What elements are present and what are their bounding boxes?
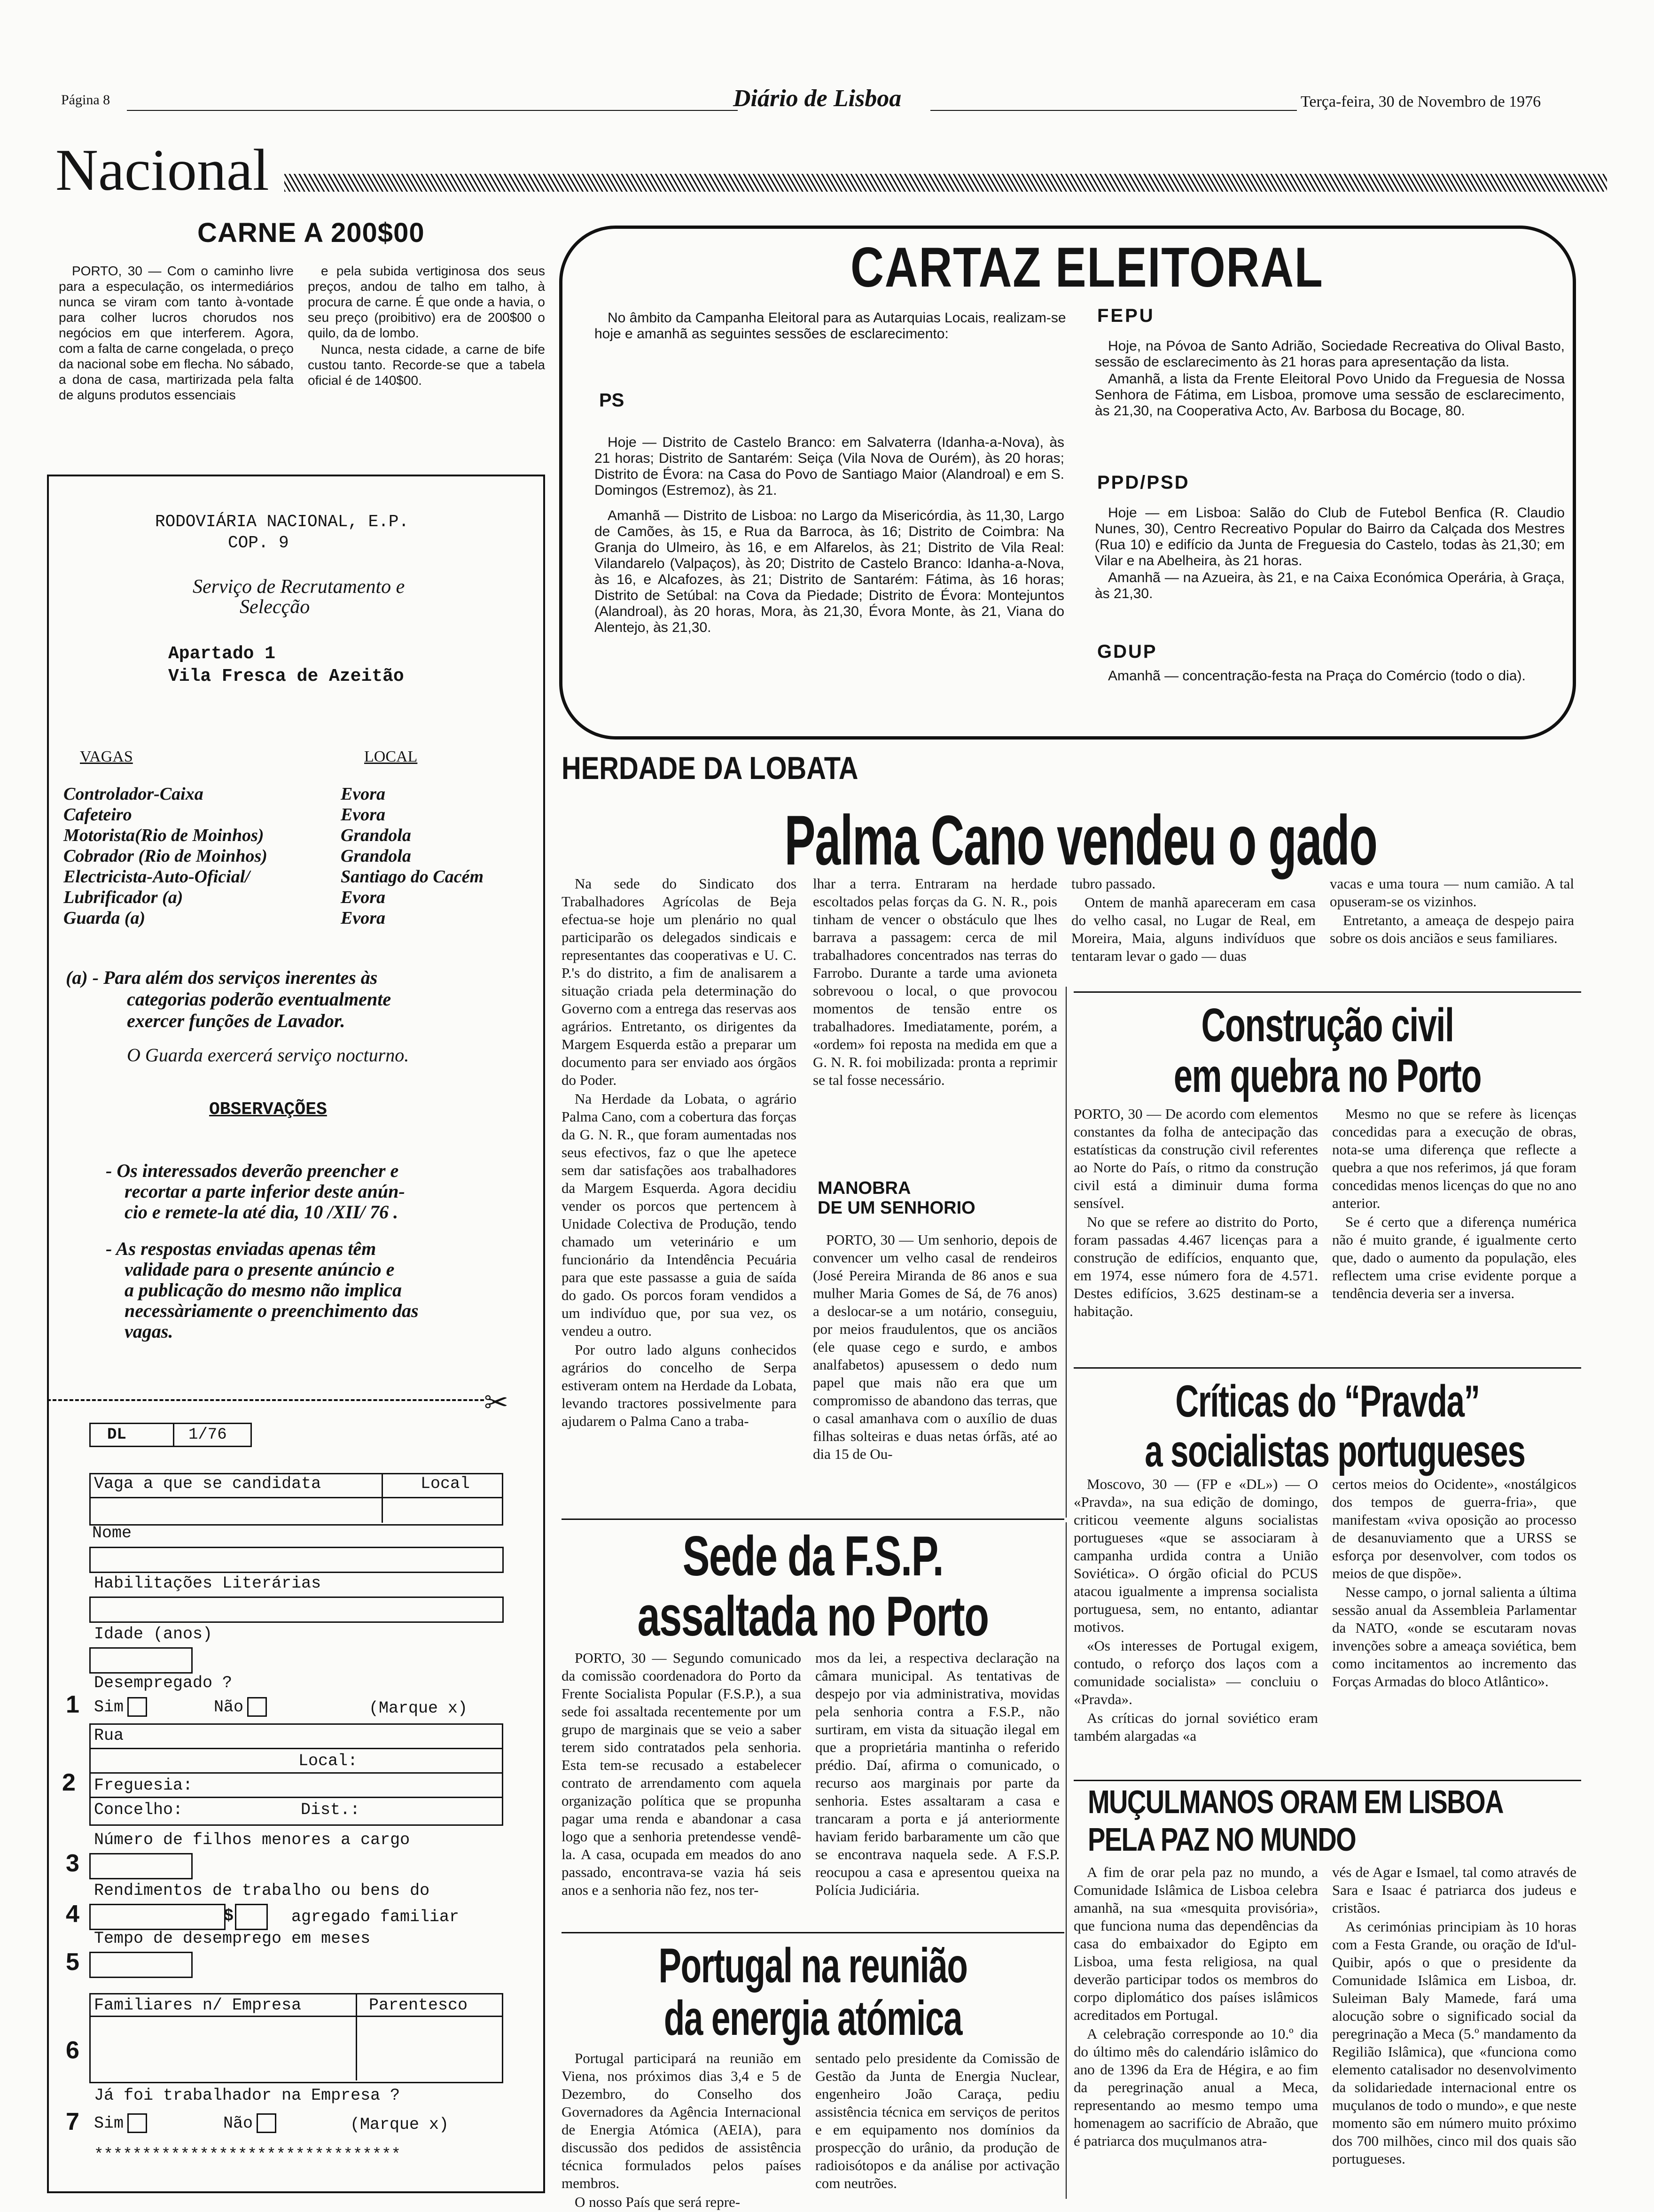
sim-checkbox[interactable] — [127, 1697, 147, 1717]
construcao-col2: Mesmo no que se refere às licenças concedidas para a execução de obras, nota-se uma diferença que reflecte a quebra a que nos referimos, já que foram concedidas menos licenças do que no ano anterior. Se é certo que a diferença numérica não é muito grande, é igualmente certo que, dado o aumento da população, eles reflectem uma crise evidente porque a tendência deveria ser a inversa. — [1332, 1106, 1576, 1301]
page-number: Página 8 — [61, 92, 110, 108]
ad-address-2: Vila Fresca de Azeitão — [168, 666, 404, 686]
lobata-col1: Na sede do Sindicato dos Trabalhadores Agrícolas de Beja efectua-se hoje um plenário no qual participarão os delegados sindicais e representantes das cooperativas e U. C. P.'s do distrito, a fim de analisarem a situação criada pela determinação do Governo com a entrega das reservas aos agrários. Entretanto, os dirigentes da Margem Esquerda estão a preparar um documento para ser enviado aos órgãos do Poder. Na Herdade da Lobata, o agrário Palma Cano, com a cobertura das forças da G. N. R., que foram aumentadas nos seus efectivos, faz o que lhe apetece sem dar satisfações aos trabalhadores da Margem Esquerda. Agora decidiu vender os porcos que pertencem à Unidade Colectiva de Produção, tendo chamado um veterinário e um funcionário da Intendência Pecuária para que este passasse a guia de saída do gado. Os porcos foram vendidos a um indivíduo que, por sua vez, os vendeu a outro. Por outro lado alguns conhecidos agrários do concelho de Serpa estiveram ontem na Herdade da Lobata, levando tractores possivelmente para ajudarem o Palma Cano a traba- — [562, 875, 796, 1429]
address-rule-3 — [89, 1797, 502, 1798]
filhos-label: Número de filhos menores a cargo — [94, 1830, 410, 1849]
idade-field[interactable] — [89, 1647, 193, 1674]
form-number-3: 3 — [66, 1850, 79, 1877]
cartaz-intro: No âmbito da Campanha Eleitoral para as Autarquias Locais, realizam-se hoje e amanhã as seguintes sessões de esclarecimento: — [594, 310, 1066, 342]
obs-1: - Os interessados deverão preencher e recortar a parte inferior deste anún- cio e remete-la até dia, 10 /XII/ 76 . — [106, 1160, 405, 1223]
fepu-text: Hoje, na Póvoa de Santo Adrião, Sociedade Recreativa do Olival Basto, sessão de esclarecimento às 21 horas para apresentação da lista. Amanhã, a lista da Frente Eleitoral Povo Unido da Freguesia de Nossa Senhora de Fátima, em Lisboa, promove uma sessão de esclarecimento, às 21,30, na Cooperativa Acto, Av. Barbosa du Bocage, 80. — [1095, 338, 1565, 419]
construcao-col1: PORTO, 30 — De acordo com elementos constantes da folha de antecipação das estatísticas da construção civil referentes ao Norte do País, o ritmo da construção civil está a diminuir duma forma sensível. No que se refere ao distrito do Porto, foram passadas 4.467 licenças para a construção de edifícios, enquanto que, em 1974, esse número fora de 4.571. Destes edifícios, 3.625 destinam-se a habitação. — [1074, 1106, 1318, 1319]
pravda-col2: certos meios do Ocidente», «nostálgicos dos tempos de guerra-fria», que manifestam «viva oposição ao processo de desanuviamento que a URSS se esforça por desenvolver, com todos os meios de que dispõe». Nesse campo, o jornal salienta a última sessão anual da Assembleia Parlamentar da NATO, «onde se escutaram novas invenções sobre a ameaça soviética, bem como incitamentos ao incremento das Forças Armadas do bloco Atlântico». — [1332, 1476, 1576, 1690]
fsp-col1: PORTO, 30 — Segundo comunicado da comissão coordenadora do Porto da Frente Socialista Popular (F.S.P.), a sua sede foi assaltada recentemente por um grupo de marginais que se veio a saber terem sido contratados pela senhoria. Esta tem-se recusado a estabelecer contrato de arrendamento com aquela organização política que se propunha pagar uma renda e abandonar a casa logo que a senhoria pretendesse vendê-la. A casa, ocupada em meados do ano passado, encontrava-se vazia há seis anos e a senhoria não fez, nos ter- — [562, 1650, 801, 1898]
col-rule-lower — [1066, 1522, 1067, 2199]
form-number-5: 5 — [66, 1948, 79, 1976]
cartaz-title: CARTAZ ELEITORAL — [850, 236, 1324, 299]
obs-title: OBSERVAÇÕES — [209, 1099, 327, 1120]
header-rule-right — [930, 110, 1297, 111]
fepu-label: FEPU — [1097, 305, 1155, 326]
desempregado-nao: Não — [214, 1697, 267, 1717]
gdup-label: GDUP — [1097, 641, 1157, 662]
marque-note-2: (Marque x) — [350, 2115, 449, 2134]
ad-address-1: Apartado 1 — [168, 644, 276, 664]
pravda-top-rule — [1074, 1367, 1581, 1369]
vagas-header: VAGAS — [80, 748, 133, 765]
desempregado-sim: Sim — [94, 1697, 147, 1717]
local2-label: Local: — [298, 1752, 358, 1770]
familiares-label: Familiares n/ Empresa — [94, 1996, 302, 2015]
tempo-field[interactable] — [89, 1952, 193, 1978]
ps-text: Hoje — Distrito de Castelo Branco: em Salvaterra (Idanha-a-Nova), às 21 horas; Distrito de Santarém: Seiça (Vila Nova de Ourém), às 20 horas; Distrito de Évora: na Casa do Povo de Santiago Maior (Alandroal) e em S. Domingos (Estremoz), às 21. Amanhã — Distrito de Lisboa: no Largo da Misericórdia, às 11,30, Largo de Camões, às 15, e Rua da Barroca, às 16; Distrito de Coimbra: Na Granja do Ulmeiro, às 16, e em Alfarelos, às 21; Distrito de Vila Real: Vilandarelo (Valpaços), às 20; Distrito de Castelo Branco: Idanha-a-Nova, às 16, e Alcafozes, às 21; Distrito de Santarém: Fátima, às 16 horas; Distrito de Setúbal: na Cova da Piedade; Distrito de Évora: Montejuntos (Alandroal), às 20 horas, Mora, às 21,30, Évora Monte, às 21, Viana do Alentejo, às 21,30. — [594, 435, 1064, 635]
section-hatch-bar — [284, 174, 1607, 192]
gdup-text: Amanhã — concentração-festa na Praça do Comércio (todo o dia). — [1108, 668, 1526, 684]
habil-label: Habilitações Literárias — [94, 1574, 321, 1593]
ja-foi-nao: Não — [223, 2113, 276, 2133]
form-dl: DL — [91, 1424, 174, 1446]
habil-field[interactable] — [89, 1597, 504, 1623]
form-number-2: 2 — [62, 1769, 76, 1796]
section-title: Nacional — [55, 138, 269, 203]
nao-checkbox[interactable] — [247, 1697, 267, 1717]
vaga-row: Lubrificador (a) Evora — [63, 888, 385, 907]
vaga-row: Motorista(Rio de Moinhos) Grandola — [63, 826, 411, 845]
dist-label: Dist.: — [301, 1800, 360, 1819]
cut-line — [47, 1399, 484, 1401]
ja-foi-nao-checkbox[interactable] — [257, 2113, 276, 2133]
masthead: Diário de Lisboa — [733, 85, 902, 112]
manobra-text: PORTO, 30 — Um senhorio, depois de convencer um velho casal de rendeiros (José Pereira Miranda de 86 anos e sua mulher Maria Gomes de Sá, de 76 anos) a deslocar-se a um notário, conseguiu, por meios fraudulentos, que os anciãos (ele quase cego e surdo, e ambos analfabetos) apusessem o dedo num papel que mais não era que um compromisso de abandono das terras, que o casal amanhava com o auxílio de duas filhas solteiras e duas netas órfãs, até ao dia 15 de Ou- — [813, 1231, 1057, 1462]
dollar-sign: $ — [224, 1907, 234, 1925]
vaga-table-divider — [382, 1473, 383, 1523]
ad-service-2: Selecção — [240, 596, 310, 618]
freguesia-label: Freguesia: — [94, 1776, 193, 1795]
ja-foi-label: Já foi trabalhador na Empresa ? — [94, 2086, 400, 2105]
muculmanos-top-rule — [1074, 1780, 1581, 1781]
filhos-field[interactable] — [89, 1853, 193, 1879]
vaga-row: Controlador-Caixa Evora — [63, 784, 385, 804]
vagas-list — [63, 784, 533, 928]
pravda-col1: Moscovo, 30 — (FP e «DL») — O «Pravda», na sua edição de domingo, criticou veemente alguns socialistas portugueses «que se associaram à campanha urdida contra a União Soviética». O órgão oficial do PCUS atacou igualmente a imprensa socialista portuguesa, sem, no entanto, adiantar motivos. «Os interesses de Portugal exigem, contudo, o reforço dos laços com a comunidade socialista» — concluiu o «Pravda». As críticas do jornal soviético eram também alargadas «a — [1074, 1476, 1318, 1744]
form-number-1: 1 — [66, 1691, 79, 1718]
form-ref: 1/76 — [188, 1426, 227, 1444]
ja-foi-sim: Sim — [94, 2113, 147, 2133]
vaga-label: Vaga a que se candidata — [94, 1474, 321, 1493]
local-header: LOCAL — [364, 748, 418, 765]
stars-line: ******************************** — [94, 2146, 401, 2164]
muculmanos-headline: MUÇULMANOS ORAM EM LISBOA PELA PAZ NO MUNDO — [1088, 1784, 1503, 1858]
energia-col1: Portugal participará na reunião em Viena, nos próximos dias 3,4 e 5 de Dezembro, do Conselho dos Governadores da Agência Internacional de Energia Atómica (AEIA), para discussão dos pedidos de assistência técnica formulados pelos países membros. O nosso País que será repre- — [562, 2050, 801, 2210]
ja-foi-sim-checkbox[interactable] — [127, 2113, 147, 2133]
familiares-divider — [356, 1993, 357, 2080]
nome-label: Nome — [92, 1524, 132, 1542]
header-rule-left — [127, 110, 738, 111]
lobata-kicker: HERDADE DA LOBATA — [562, 750, 858, 786]
vaga-table-mid — [89, 1497, 502, 1498]
parentesco-label: Parentesco — [369, 1996, 468, 2015]
local-label: Local — [421, 1474, 470, 1493]
address-rule-1 — [89, 1748, 502, 1749]
rua-label: Rua — [94, 1726, 124, 1745]
vaga-row: Cobrador (Rio de Moinhos) Grandola — [63, 846, 411, 866]
fsp-top-rule — [562, 1519, 1064, 1520]
vaga-row: Guarda (a) Evora — [63, 908, 385, 928]
rendimentos-field[interactable] — [89, 1904, 226, 1930]
energia-headline: Portugal na reunião da energia atómica — [658, 1939, 967, 2046]
obs-2: - As respostas enviadas apenas têm validade para o presente anúncio e a publicação do mesmo não implica necessàriamente o preenchimento das vagas. — [106, 1238, 419, 1342]
muculmanos-col2: vés de Agar e Ismael, tal como através de Sara e Isaac é patriarca dos judeus e cristãos. As cerimónias principiam às 10 horas com a Festa Grande, ou oração de Id'ul-Quibir, após o que o presidente da Comunidade Islâmica em Lisboa, dr. Suleiman Baly Mamede, fará uma alocução sobre o significado social da peregrinação a Meca (5.º mandamento da Regilião Islâmica), que «funciona como elemento catalisador no desenvolvimento da solidariedade internacional entre os muçulanos de todo o mundo», e que neste momento são em número muito próximo dos 700 milhões, cinco mil dos quais são portugueses. — [1332, 1864, 1577, 2167]
muculmanos-col1: A fim de orar pela paz no mundo, a Comunidade Islâmica de Lisboa celebra amanhã, na sua «mesquita provisória», que funciona numa das dependências da casa do embaixador do Egipto em Lisboa, uma festa religiosa, na qual deverão participar todos os membros do corpo diplomático dos países islâmicos acreditados em Portugal. A celebração corresponde ao 10.º dia do último mês do calendário islâmico do ano de 1396 da Era de Hégira, e ao fim da peregrinação anual a Meca, representando ao mesmo tempo uma homenagem ao sacrifício de Abraão, que é patriarca dos muçulmanos atra- — [1074, 1864, 1318, 2149]
fsp-col2: mos da lei, a respectiva declaração na câmara municipal. As tentativas de despejo por via administrativa, movidas pela senhoria contra a F.S.P., não surtiram, em vista da situação ilegal em que a proprietária mantinha o referido prédio. Daí, afirma o comunicado, o recurso aos marginais por parte da senhoria. Estes assaltaram a casa e trancaram a porta e já anteriormente haviam ferido barbaramente um cão que se encontrava naquela sede. A F.S.P. reocupou a casa e apresentou queixa na Polícia Judiciária. — [815, 1650, 1060, 1898]
concelho-label: Concelho: — [94, 1800, 183, 1819]
form-number-4: 4 — [66, 1900, 79, 1928]
agregado-label: agregado familiar — [291, 1908, 460, 1926]
vaga-row: Electricista-Auto-Oficial/ Santiago do Cacém — [63, 867, 484, 887]
ps-label: PS — [599, 390, 624, 411]
energia-top-rule — [562, 1932, 1064, 1933]
centavos-field[interactable] — [235, 1904, 268, 1930]
pravda-headline: Críticas do “Pravda” a socialistas portugueses — [1145, 1376, 1525, 1476]
energia-col2: sentado pelo presidente da Comissão de Gestão da Junta de Energia Nuclear, engenheiro João Caraça, pediu assistência técnica em serviços de peritos e em equipamento nos domínios da prospecção do urânio, da produção de radioisótopos e da análise por activação com neutrões. — [815, 2050, 1060, 2191]
local-input[interactable] — [384, 1499, 499, 1520]
note-a: (a) - Para além dos serviços inerentes às categorias poderão eventualmente exercer funções de Lavador. — [66, 967, 391, 1031]
marque-note-1: (Marque x) — [369, 1699, 468, 1718]
vaga-input[interactable] — [92, 1499, 376, 1520]
nome-field[interactable] — [89, 1547, 504, 1573]
carne-col1: PORTO, 30 — Com o caminho livre para a especulação, os intermediários nunca se viram com tanto à-vontade para colher lucros chorudos nos negócios em que interferem. Agora, com a falta de carne congelada, o preço da nacional sobe em flecha. No sábado, a dona de casa, martirizada pela falta de alguns produtos essenciais — [59, 264, 294, 402]
familiares-rule — [89, 2016, 502, 2017]
lobata-col3: tubro passado. Ontem de manhã apareceram em casa do velho casal, no Lugar de Real, em Moreira, Maia, alguns indivíduos que tentaram levar o gado — duas — [1071, 875, 1316, 964]
vaga-row: Cafeteiro Evora — [63, 805, 385, 825]
col-rule-lobata — [1066, 987, 1067, 1518]
carne-headline: CARNE A 200$00 — [197, 218, 425, 248]
ppd-label: PPD/PSD — [1097, 472, 1190, 493]
page-date: Terça-feira, 30 de Novembro de 1976 — [1301, 93, 1541, 110]
ad-service-1: Serviço de Recrutamento e — [193, 576, 405, 598]
fsp-headline: Sede da F.S.P. assaltada no Porto — [637, 1525, 989, 1648]
note-guard: O Guarda exercerá serviço nocturno. — [127, 1044, 409, 1066]
ad-company: RODOVIÁRIA NACIONAL, E.P. — [155, 512, 409, 531]
idade-label: Idade (anos) — [94, 1625, 213, 1643]
form-number-6: 6 — [66, 2037, 79, 2064]
construcao-top-rule — [1074, 991, 1581, 993]
carne-col2: e pela subida vertiginosa dos seus preços, andou de talho em talho, à procura de carne. É que onde a havia, o seu preço (proibitivo) era de 200$00 o quilo, da de lombo. Nunca, nesta cidade, a carne de bife custou tanto. Recorde-se que a tabela oficial é de 140$00. — [308, 264, 545, 388]
ad-cop: COP. 9 — [228, 533, 289, 553]
lobata-col2: lhar a terra. Entraram na herdade escoltados pelas forças da G. N. R., pois tinham de vencer o obstáculo que lhes barrava a passagem: cerca de mil trabalhadores concentrados nas terras do Farrobo. Durante a tarde uma avioneta sobrevoou o local, o que provocou momentos de tensão entre os trabalhadores. Imediatamente, porém, a «ordem» foi reposta na medida em que a G. N. R. foi mobilizada: pronta a reprimir se tal fosse necessário. — [813, 875, 1057, 1088]
scissors-icon: ✂ — [484, 1385, 508, 1419]
address-rule-2 — [89, 1772, 502, 1774]
rendimentos-label: Rendimentos de trabalho ou bens do — [94, 1881, 430, 1900]
desempregado-label: Desempregado ? — [94, 1674, 233, 1692]
form-ref-box — [89, 1423, 252, 1447]
ppd-text: Hoje — em Lisboa: Salão do Club de Futebol Benfica (R. Claudio Nunes, 30), Centro Recreativo Popular do Bairro da Calçada dos Mestres (Rua 10) e edifício da Junta de Freguesia do Castelo, todas às 21,30; em Vilar e na Abelheira, às 21 horas. Amanhã — na Azueira, às 21, e na Caixa Económica Operária, à Graça, às 21,30. — [1095, 505, 1565, 601]
lobata-headline: Palma Cano vendeu o gado — [784, 801, 1377, 880]
construcao-headline: Construção civil em quebra no Porto — [1173, 999, 1482, 1102]
form-number-7: 7 — [66, 2108, 79, 2135]
tempo-label: Tempo de desemprego em meses — [94, 1929, 371, 1948]
lobata-col4: vacas e uma toura — num camião. A tal opuseram-se os vizinhos. Entretanto, a ameaça de despejo paira sobre os dois anciãos e seus familiares. — [1330, 875, 1574, 946]
manobra-title: MANOBRA DE UM SENHORIO — [818, 1178, 975, 1218]
